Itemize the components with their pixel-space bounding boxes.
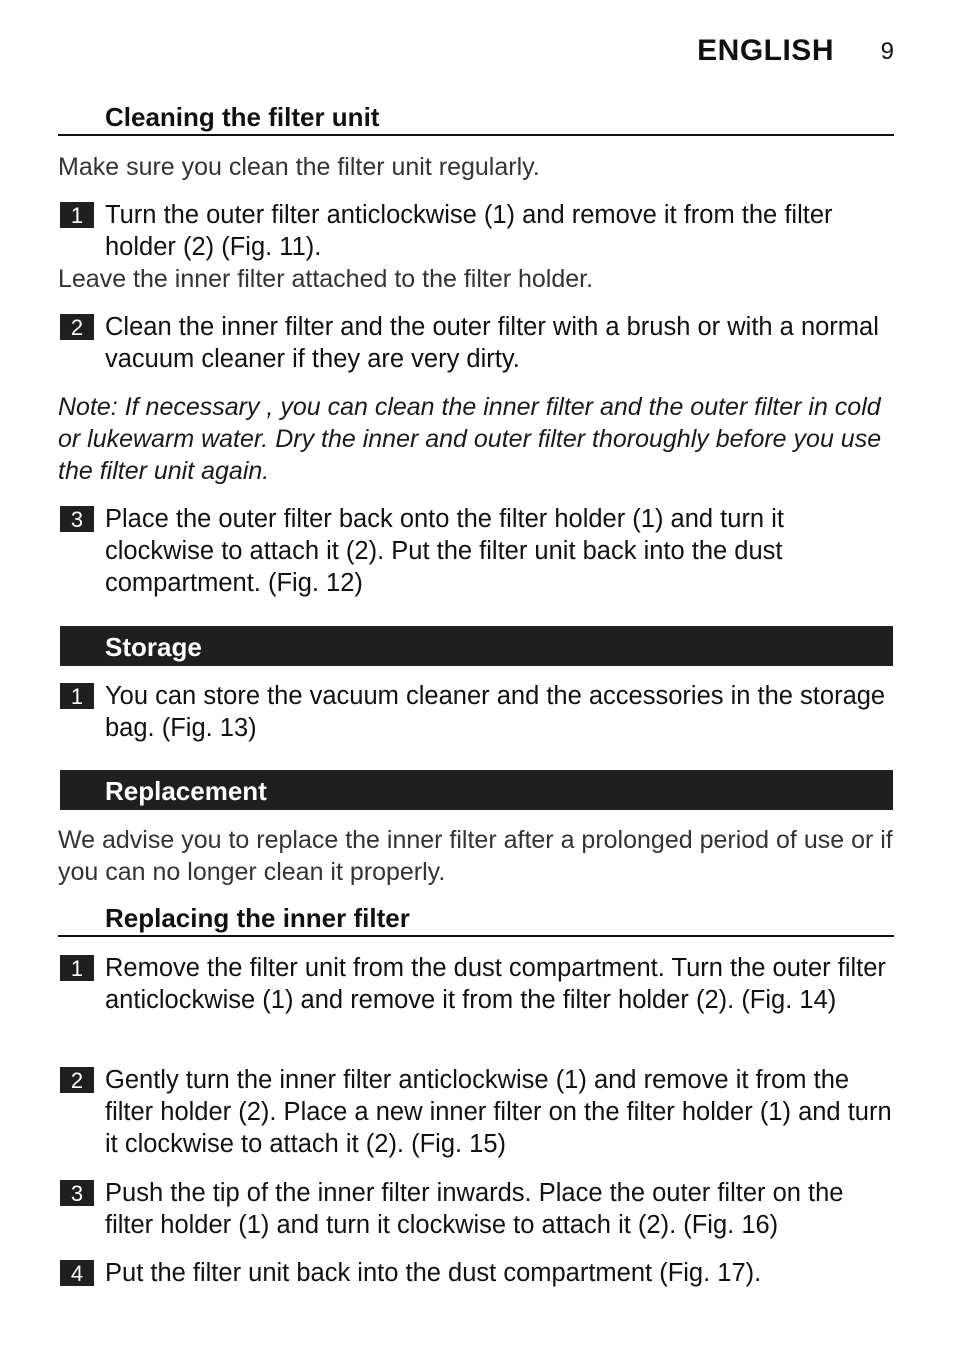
step-text: Push the tip of the inner filter inwards. Place the outer filter on the filter holder (1) and turn it clockwise to attach it (2). (Fig. 16)	[105, 1179, 844, 1239]
section-heading-replacing-inner-filter: Replacing the inner filter	[58, 903, 894, 937]
cleaning-step-1	[58, 199, 894, 263]
cleaning-step-3	[58, 503, 894, 599]
section-heading-cleaning: Cleaning the filter unit	[58, 102, 894, 136]
step-text: Remove the filter unit from the dust compartment. Turn the outer filter anticlockwise (1) and remove it from the filter holder (2). (Fig. 14)	[105, 954, 886, 1014]
cleaning-step-2	[58, 311, 894, 375]
step-text: Put the filter unit back into the dust compartment (Fig. 17).	[105, 1259, 762, 1287]
section-bar-replacement: Replacement	[60, 770, 893, 810]
step-text: Turn the outer filter anticlockwise (1) and remove it from the filter holder (2) (Fig. 11).	[105, 201, 833, 261]
step-text: Clean the inner filter and the outer filter with a brush or with a normal vacuum cleaner if they are very dirty.	[105, 313, 879, 373]
storage-step-1	[58, 680, 894, 744]
cleaning-intro: Make sure you clean the filter unit regularly.	[58, 153, 540, 181]
step-number-badge: 1	[60, 955, 94, 981]
replacement-intro: We advise you to replace the inner filter after a prolonged period of use or if you can no longer clean it properly.	[58, 826, 893, 886]
step-number-badge: 2	[60, 314, 94, 340]
cleaning-step-1-note: Leave the inner filter attached to the filter holder.	[58, 265, 594, 293]
replacement-step-1	[58, 952, 894, 1016]
step-text: Place the outer filter back onto the filter holder (1) and turn it clockwise to attach it (2). Put the filter unit back into the dust compartment. (Fig. 12)	[105, 505, 784, 597]
page-number: 9	[880, 38, 894, 65]
step-number-badge: 1	[60, 683, 94, 709]
language-label: ENGLISH	[697, 34, 834, 67]
step-number-badge: 3	[60, 1180, 94, 1206]
step-number-badge: 2	[60, 1067, 94, 1093]
step-text: Gently turn the inner filter anticlockwise (1) and remove it from the filter holder (2). Place a new inner filter on the filter holder (1) and turn it clockwise to attach it (2). (Fig. 15)	[105, 1066, 892, 1158]
cleaning-note: Note: If necessary , you can clean the inner filter and the outer filter in cold or lukewarm water. Dry the inner and outer filter thoroughly before you use the filter unit again.	[58, 393, 882, 485]
step-number-badge: 4	[60, 1260, 94, 1286]
step-number-badge: 1	[60, 202, 94, 228]
replacement-step-4	[58, 1257, 894, 1289]
replacement-step-2	[58, 1064, 894, 1160]
step-text: You can store the vacuum cleaner and the accessories in the storage bag. (Fig. 13)	[105, 682, 886, 742]
replacement-step-3	[58, 1177, 894, 1241]
step-number-badge: 3	[60, 506, 94, 532]
section-bar-storage: Storage	[60, 626, 893, 666]
